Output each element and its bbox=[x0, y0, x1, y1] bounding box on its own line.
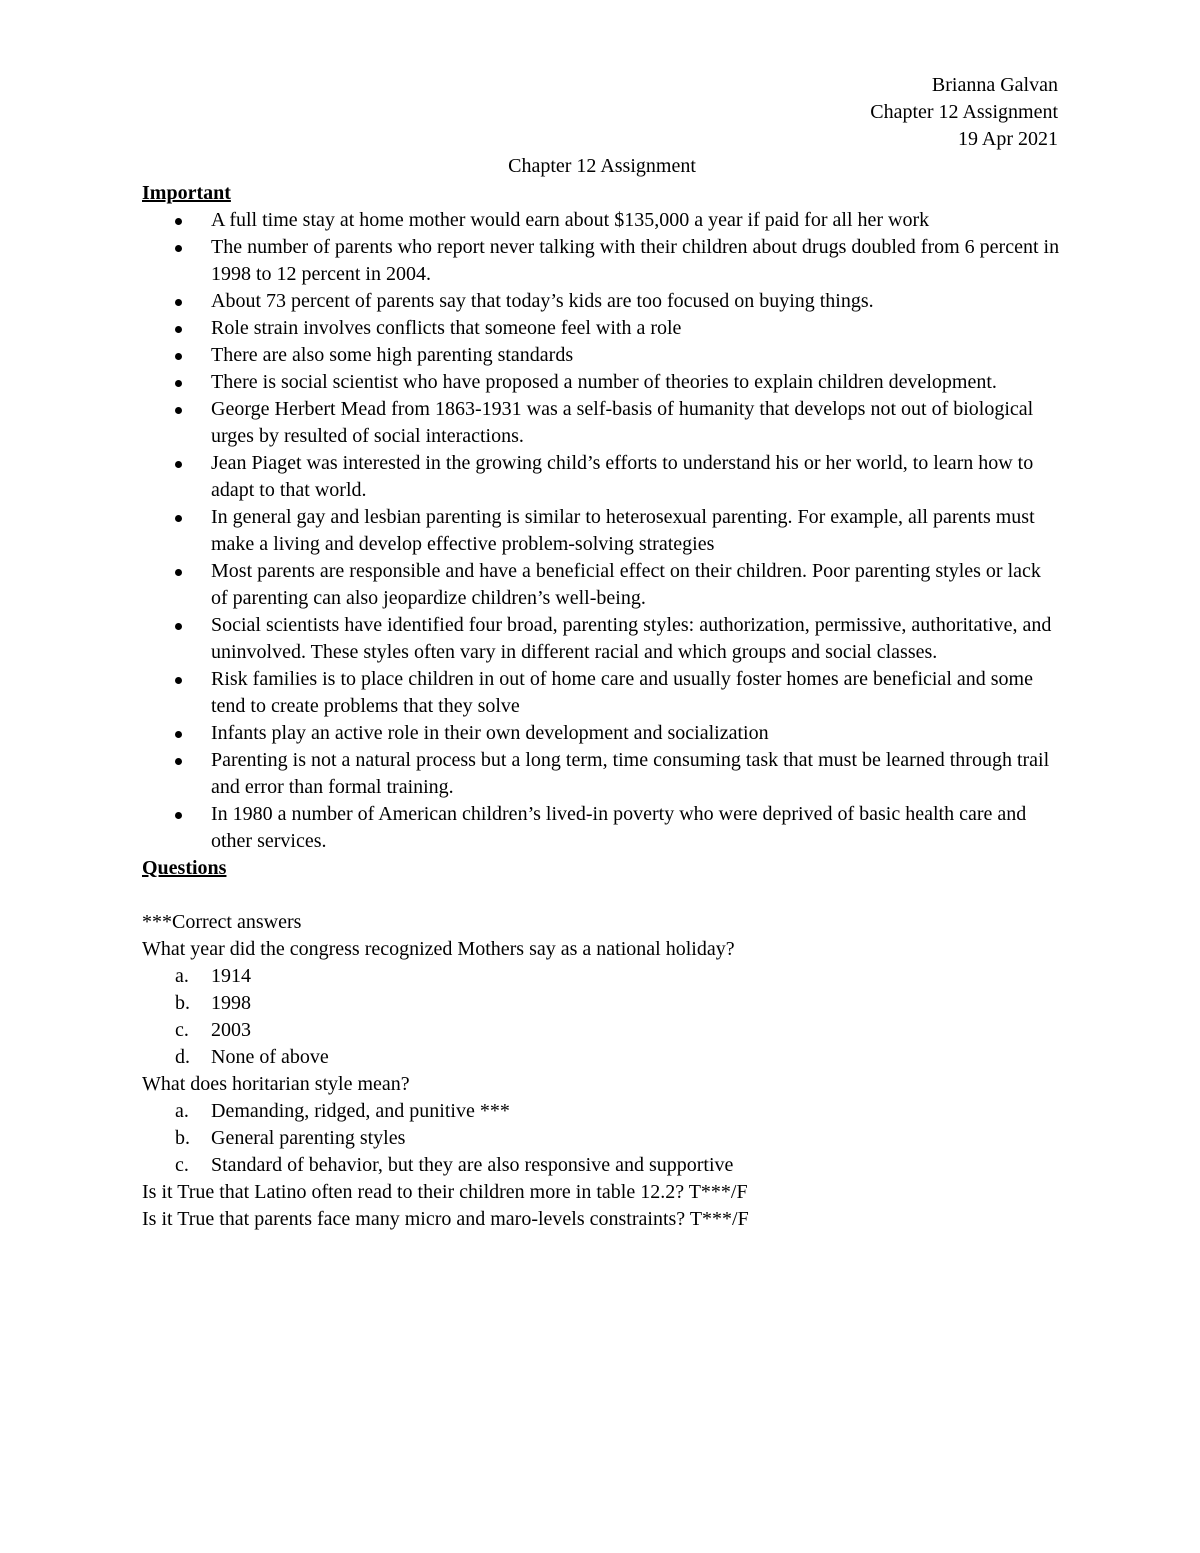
bullet-icon bbox=[175, 623, 182, 630]
list-item bbox=[142, 288, 1062, 315]
list-item bbox=[142, 720, 1062, 747]
bullet-icon bbox=[175, 326, 182, 333]
list-item-text: A full time stay at home mother would earn about $135,000 a year if paid for all her work bbox=[211, 209, 930, 231]
list-item-text: In general gay and lesbian parenting is similar to heterosexual parenting. For example, all parents must make a living and develop effective problem-solving strategies bbox=[211, 506, 1035, 555]
bullet-icon bbox=[175, 353, 182, 360]
author-name: Brianna Galvan bbox=[931, 74, 1058, 96]
option-text: 1914 bbox=[211, 965, 251, 987]
bullet-icon bbox=[175, 407, 182, 414]
list-item bbox=[142, 558, 1062, 612]
option-item bbox=[142, 1125, 1062, 1152]
document-date: 19 Apr 2021 bbox=[958, 128, 1058, 150]
bullet-icon bbox=[175, 758, 182, 765]
bullet-icon bbox=[175, 569, 182, 576]
option-item bbox=[142, 1098, 1062, 1125]
important-list bbox=[142, 207, 1062, 855]
list-item bbox=[142, 342, 1062, 369]
option-text: 1998 bbox=[211, 992, 251, 1014]
list-item bbox=[142, 450, 1062, 504]
bullet-icon bbox=[175, 515, 182, 522]
blank-line bbox=[142, 882, 1062, 909]
list-item-text: About 73 percent of parents say that today’s kids are too focused on buying things. bbox=[211, 290, 874, 312]
question-2-options bbox=[142, 1098, 1062, 1179]
option-letter: d. bbox=[175, 1046, 190, 1068]
bullet-icon bbox=[175, 299, 182, 306]
list-item bbox=[142, 234, 1062, 288]
list-item-text: Risk families is to place children in out of home care and usually foster homes are beneficial and some tend to create problems that they solve bbox=[211, 668, 1033, 717]
correct-answers-note: ***Correct answers bbox=[142, 911, 302, 933]
bullet-icon bbox=[175, 461, 182, 468]
option-text: General parenting styles bbox=[211, 1127, 406, 1149]
list-item-text: There are also some high parenting standards bbox=[211, 344, 574, 366]
document-body bbox=[142, 153, 1062, 1233]
questions-heading: Questions bbox=[142, 857, 227, 879]
option-letter: c. bbox=[175, 1154, 189, 1176]
list-item bbox=[142, 747, 1062, 801]
option-item bbox=[142, 1152, 1062, 1179]
option-letter: b. bbox=[175, 1127, 190, 1149]
option-letter: a. bbox=[175, 965, 189, 987]
option-letter: a. bbox=[175, 1100, 189, 1122]
list-item-text: Infants play an active role in their own development and socialization bbox=[211, 722, 769, 744]
option-text: 2003 bbox=[211, 1019, 251, 1041]
document-title: Chapter 12 Assignment bbox=[508, 155, 696, 177]
option-item bbox=[142, 1044, 1062, 1071]
option-text: Standard of behavior, but they are also responsive and supportive bbox=[211, 1154, 734, 1176]
bullet-icon bbox=[175, 812, 182, 819]
option-item bbox=[142, 1017, 1062, 1044]
list-item-text: The number of parents who report never talking with their children about drugs doubled from 6 percent in 1998 to 12 percent in 2004. bbox=[211, 236, 1060, 285]
option-letter: b. bbox=[175, 992, 190, 1014]
list-item bbox=[142, 396, 1062, 450]
question-2: What does horitarian style mean? bbox=[142, 1073, 410, 1095]
bullet-icon bbox=[175, 731, 182, 738]
list-item bbox=[142, 504, 1062, 558]
bullet-icon bbox=[175, 218, 182, 225]
option-text: None of above bbox=[211, 1046, 329, 1068]
question-1-options bbox=[142, 963, 1062, 1071]
list-item bbox=[142, 666, 1062, 720]
option-item bbox=[142, 963, 1062, 990]
list-item bbox=[142, 801, 1062, 855]
list-item bbox=[142, 315, 1062, 342]
assignment-name: Chapter 12 Assignment bbox=[870, 101, 1058, 123]
list-item-text: In 1980 a number of American children’s lived-in poverty who were deprived of basic health care and other services. bbox=[211, 803, 1027, 852]
question-4: Is it True that parents face many micro and maro-levels constraints? T***/F bbox=[142, 1208, 749, 1230]
question-1: What year did the congress recognized Mothers say as a national holiday? bbox=[142, 938, 735, 960]
document-header bbox=[870, 72, 1058, 153]
bullet-icon bbox=[175, 245, 182, 252]
list-item bbox=[142, 207, 1062, 234]
bullet-icon bbox=[175, 380, 182, 387]
list-item-text: Parenting is not a natural process but a long term, time consuming task that must be learned through trail and error than formal training. bbox=[211, 749, 1050, 798]
list-item bbox=[142, 369, 1062, 396]
option-item bbox=[142, 990, 1062, 1017]
list-item bbox=[142, 612, 1062, 666]
list-item-text: Most parents are responsible and have a beneficial effect on their children. Poor parenting styles or lack of parenting can also jeopardize children’s well-being. bbox=[211, 560, 1041, 609]
important-heading: Important bbox=[142, 182, 231, 204]
bullet-icon bbox=[175, 677, 182, 684]
option-text: Demanding, ridged, and punitive *** bbox=[211, 1100, 510, 1122]
list-item-text: There is social scientist who have proposed a number of theories to explain children development. bbox=[211, 371, 997, 393]
list-item-text: George Herbert Mead from 1863-1931 was a self-basis of humanity that develops not out of biological urges by resulted of social interactions. bbox=[211, 398, 1034, 447]
question-3: Is it True that Latino often read to their children more in table 12.2? T***/F bbox=[142, 1181, 748, 1203]
list-item-text: Role strain involves conflicts that someone feel with a role bbox=[211, 317, 682, 339]
list-item-text: Jean Piaget was interested in the growing child’s efforts to understand his or her world, to learn how to adapt to that world. bbox=[211, 452, 1034, 501]
list-item-text: Social scientists have identified four broad, parenting styles: authorization, permissive, authoritative, and uninvolved. These styles often vary in different racial and which groups and social classes. bbox=[211, 614, 1052, 663]
option-letter: c. bbox=[175, 1019, 189, 1041]
